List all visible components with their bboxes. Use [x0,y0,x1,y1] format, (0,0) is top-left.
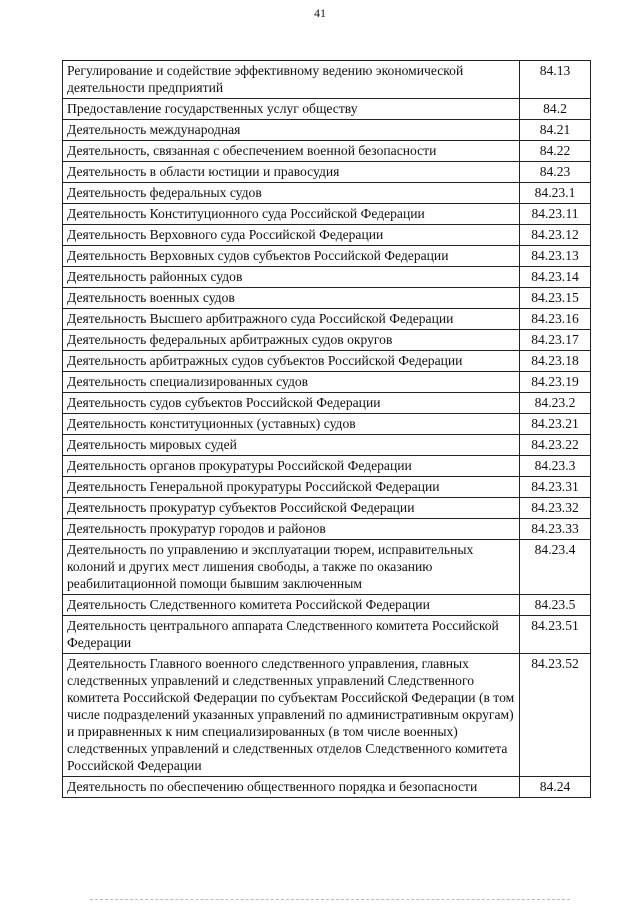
activity-code: 84.23.12 [520,225,591,246]
activity-code: 84.23.15 [520,288,591,309]
table-row [63,141,591,162]
activity-name: Деятельность Главного военного следственного управления, главных следственных управлений и следственных управлений Следственного комитета Российской Федерации по субъектам Российской Федерации (в том числе подразделений указанных управлений по административным округам) и приравненных к ним специализированных (в том числе военных) следственных управлений и следственных отделов Следственного комитета Российской Федерации [63,654,520,777]
table-row [63,435,591,456]
activity-code: 84.23.32 [520,498,591,519]
activity-name: Деятельность Верховных судов субъектов Российской Федерации [63,246,520,267]
table-row [63,183,591,204]
table-row [63,225,591,246]
activity-code: 84.23.3 [520,456,591,477]
table-row [63,654,591,777]
activity-code: 84.23.2 [520,393,591,414]
table-row [63,777,591,798]
activity-name: Предоставление государственных услуг обществу [63,99,520,120]
activity-code: 84.23.16 [520,309,591,330]
activity-code: 84.23.21 [520,414,591,435]
activity-code: 84.23 [520,162,591,183]
activity-code: 84.23.22 [520,435,591,456]
activity-name: Деятельность Генеральной прокуратуры Российской Федерации [63,477,520,498]
activity-name: Деятельность федеральных арбитражных судов округов [63,330,520,351]
table-row [63,99,591,120]
activity-name: Деятельность Верховного суда Российской Федерации [63,225,520,246]
activity-code: 84.24 [520,777,591,798]
table-row [63,498,591,519]
table-body [63,61,591,798]
table-row [63,477,591,498]
activity-name: Деятельность конституционных (уставных) судов [63,414,520,435]
activity-name: Деятельность специализированных судов [63,372,520,393]
activity-name: Деятельность судов субъектов Российской Федерации [63,393,520,414]
table-row [63,267,591,288]
activity-code: 84.23.5 [520,595,591,616]
activity-name: Деятельность Следственного комитета Российской Федерации [63,595,520,616]
activity-code: 84.23.4 [520,540,591,595]
activity-code: 84.23.11 [520,204,591,225]
activity-name: Деятельность Высшего арбитражного суда Российской Федерации [63,309,520,330]
activity-code: 84.23.19 [520,372,591,393]
activity-code: 84.23.52 [520,654,591,777]
table-row [63,372,591,393]
activity-name: Деятельность федеральных судов [63,183,520,204]
activity-code: 84.23.51 [520,616,591,654]
table-row [63,540,591,595]
activity-code: 84.2 [520,99,591,120]
activity-name: Деятельность прокуратур субъектов Российской Федерации [63,498,520,519]
table-row [63,519,591,540]
table-row [63,330,591,351]
activity-name: Деятельность в области юстиции и правосудия [63,162,520,183]
activity-name: Регулирование и содействие эффективному ведению экономической деятельности предприятий [63,61,520,99]
activity-name: Деятельность военных судов [63,288,520,309]
page-number: 41 [314,6,326,20]
activity-name: Деятельность районных судов [63,267,520,288]
table-row [63,204,591,225]
classification-table [62,60,591,798]
table-row [63,309,591,330]
table-row [63,288,591,309]
activity-code: 84.23.14 [520,267,591,288]
table-row [63,456,591,477]
activity-name: Деятельность мировых судей [63,435,520,456]
activity-code: 84.22 [520,141,591,162]
activity-code: 84.23.33 [520,519,591,540]
activity-name: Деятельность арбитражных судов субъектов Российской Федерации [63,351,520,372]
activity-code: 84.23.18 [520,351,591,372]
activity-code: 84.23.13 [520,246,591,267]
scan-artifact-line [90,899,570,900]
activity-name: Деятельность международная [63,120,520,141]
activity-code: 84.23.17 [520,330,591,351]
activity-name: Деятельность прокуратур городов и районов [63,519,520,540]
table-row [63,246,591,267]
table-row [63,616,591,654]
activity-name: Деятельность по обеспечению общественного порядка и безопасности [63,777,520,798]
table-row [63,393,591,414]
activity-name: Деятельность центрального аппарата Следственного комитета Российской Федерации [63,616,520,654]
table-row [63,351,591,372]
activity-name: Деятельность, связанная с обеспечением военной безопасности [63,141,520,162]
activity-code: 84.23.1 [520,183,591,204]
activity-code: 84.23.31 [520,477,591,498]
table-row [63,414,591,435]
table-row [63,162,591,183]
activity-name: Деятельность Конституционного суда Российской Федерации [63,204,520,225]
table-row [63,595,591,616]
activity-code: 84.13 [520,61,591,99]
activity-code: 84.21 [520,120,591,141]
activity-name: Деятельность по управлению и эксплуатации тюрем, исправительных колоний и других мест лишения свободы, а также по оказанию реабилитационной помощи бывшим заключенным [63,540,520,595]
activity-name: Деятельность органов прокуратуры Российской Федерации [63,456,520,477]
table-row [63,120,591,141]
table-row [63,61,591,99]
